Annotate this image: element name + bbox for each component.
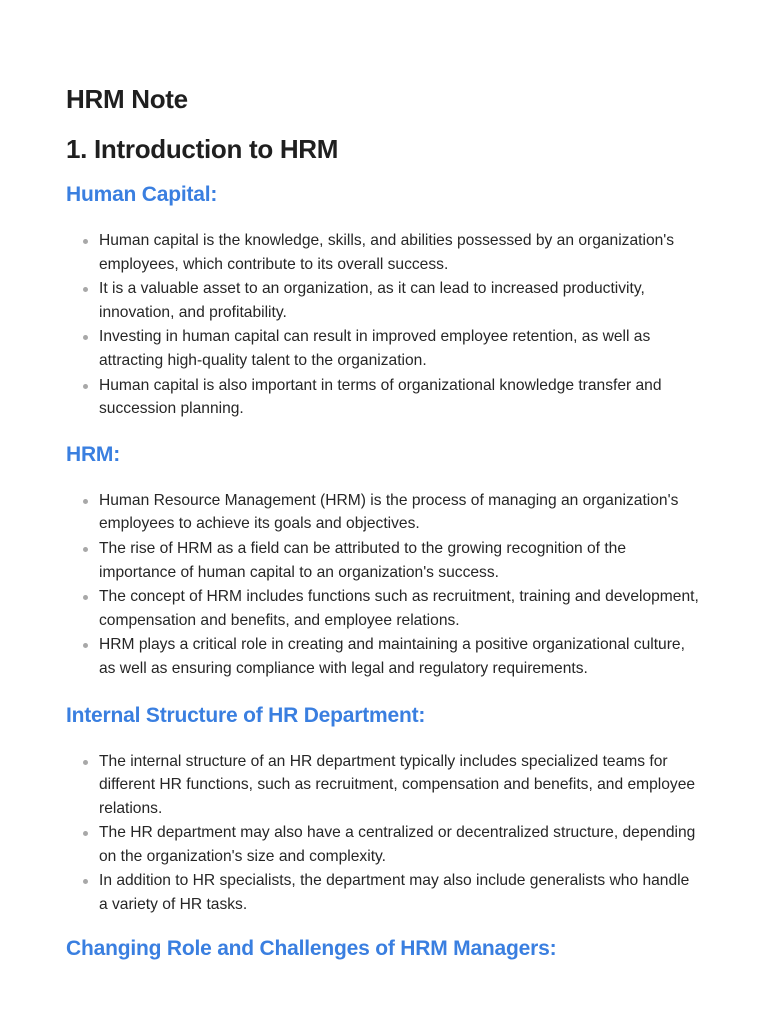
bullet-list: [66, 489, 702, 681]
bullet-dot-icon: [83, 287, 88, 292]
bullet-item: [66, 633, 702, 680]
bullet-text: Human Resource Management (HRM) is the process of managing an organization's employees to achieve its goals and objectives.: [99, 491, 679, 533]
section-internal-structure: [66, 700, 702, 917]
section-human-capital: [66, 179, 702, 421]
bullet-text: In addition to HR specialists, the department may also include generalists who handle a variety of HR tasks.: [99, 872, 690, 914]
bullet-text: Human capital is also important in terms of organizational knowledge transfer and succession planning.: [99, 376, 662, 418]
section-changing-role: [66, 933, 702, 965]
bullet-list: [66, 750, 702, 917]
section-hrm: [66, 439, 702, 681]
bullet-dot-icon: [83, 831, 88, 836]
bullet-item: [66, 869, 702, 916]
bullet-dot-icon: [83, 239, 88, 244]
section-heading: Human Capital:: [66, 183, 218, 206]
bullet-item: [66, 277, 702, 324]
chapter-title: 1. Introduction to HRM: [66, 134, 339, 164]
bullet-text: Human capital is the knowledge, skills, and abilities possessed by an organization's employees, which contribute to its overall success.: [99, 232, 675, 273]
bullet-dot-icon: [83, 335, 88, 340]
bullet-item: [66, 821, 702, 868]
document-title: HRM Note: [66, 84, 188, 114]
bullet-dot-icon: [83, 547, 88, 552]
bullet-dot-icon: [83, 879, 88, 884]
bullet-text: It is a valuable asset to an organization, as it can lead to increased productivity, innovation, and profitability.: [99, 280, 645, 321]
bullet-list: [66, 229, 702, 421]
bullet-text: Investing in human capital can result in improved employee retention, as well as attracting high-quality talent to the organization.: [99, 328, 651, 369]
bullet-text: The HR department may also have a centralized or decentralized structure, depending on the organization's size and complexity.: [99, 824, 696, 865]
bullet-item: [66, 374, 702, 421]
bullet-text: The rise of HRM as a field can be attributed to the growing recognition of the importance of human capital to an organization's success.: [99, 539, 627, 581]
bullet-dot-icon: [83, 643, 88, 648]
bullet-dot-icon: [83, 499, 88, 504]
bullet-text: The concept of HRM includes functions such as recruitment, training and development, compensation and benefits, and employee relations.: [99, 588, 699, 629]
bullet-item: [66, 229, 702, 276]
bullet-dot-icon: [83, 760, 88, 765]
section-heading: Changing Role and Challenges of HRM Managers:: [66, 936, 557, 960]
bullet-item: [66, 489, 702, 536]
bullet-item: [66, 537, 702, 584]
section-heading: Internal Structure of HR Department:: [66, 703, 426, 727]
bullet-item: [66, 750, 702, 821]
bullet-text: HRM plays a critical role in creating and maintaining a positive organizational culture, as well as ensuring compliance with legal and regulatory requirements.: [99, 636, 685, 677]
section-heading: HRM:: [66, 442, 121, 466]
bullet-text: The internal structure of an HR department typically includes specialized teams for different HR functions, such as recruitment, compensation and benefits, and employee relations.: [99, 752, 696, 817]
bullet-item: [66, 325, 702, 372]
bullet-dot-icon: [83, 595, 88, 600]
bullet-dot-icon: [83, 384, 88, 389]
bullet-item: [66, 585, 702, 632]
